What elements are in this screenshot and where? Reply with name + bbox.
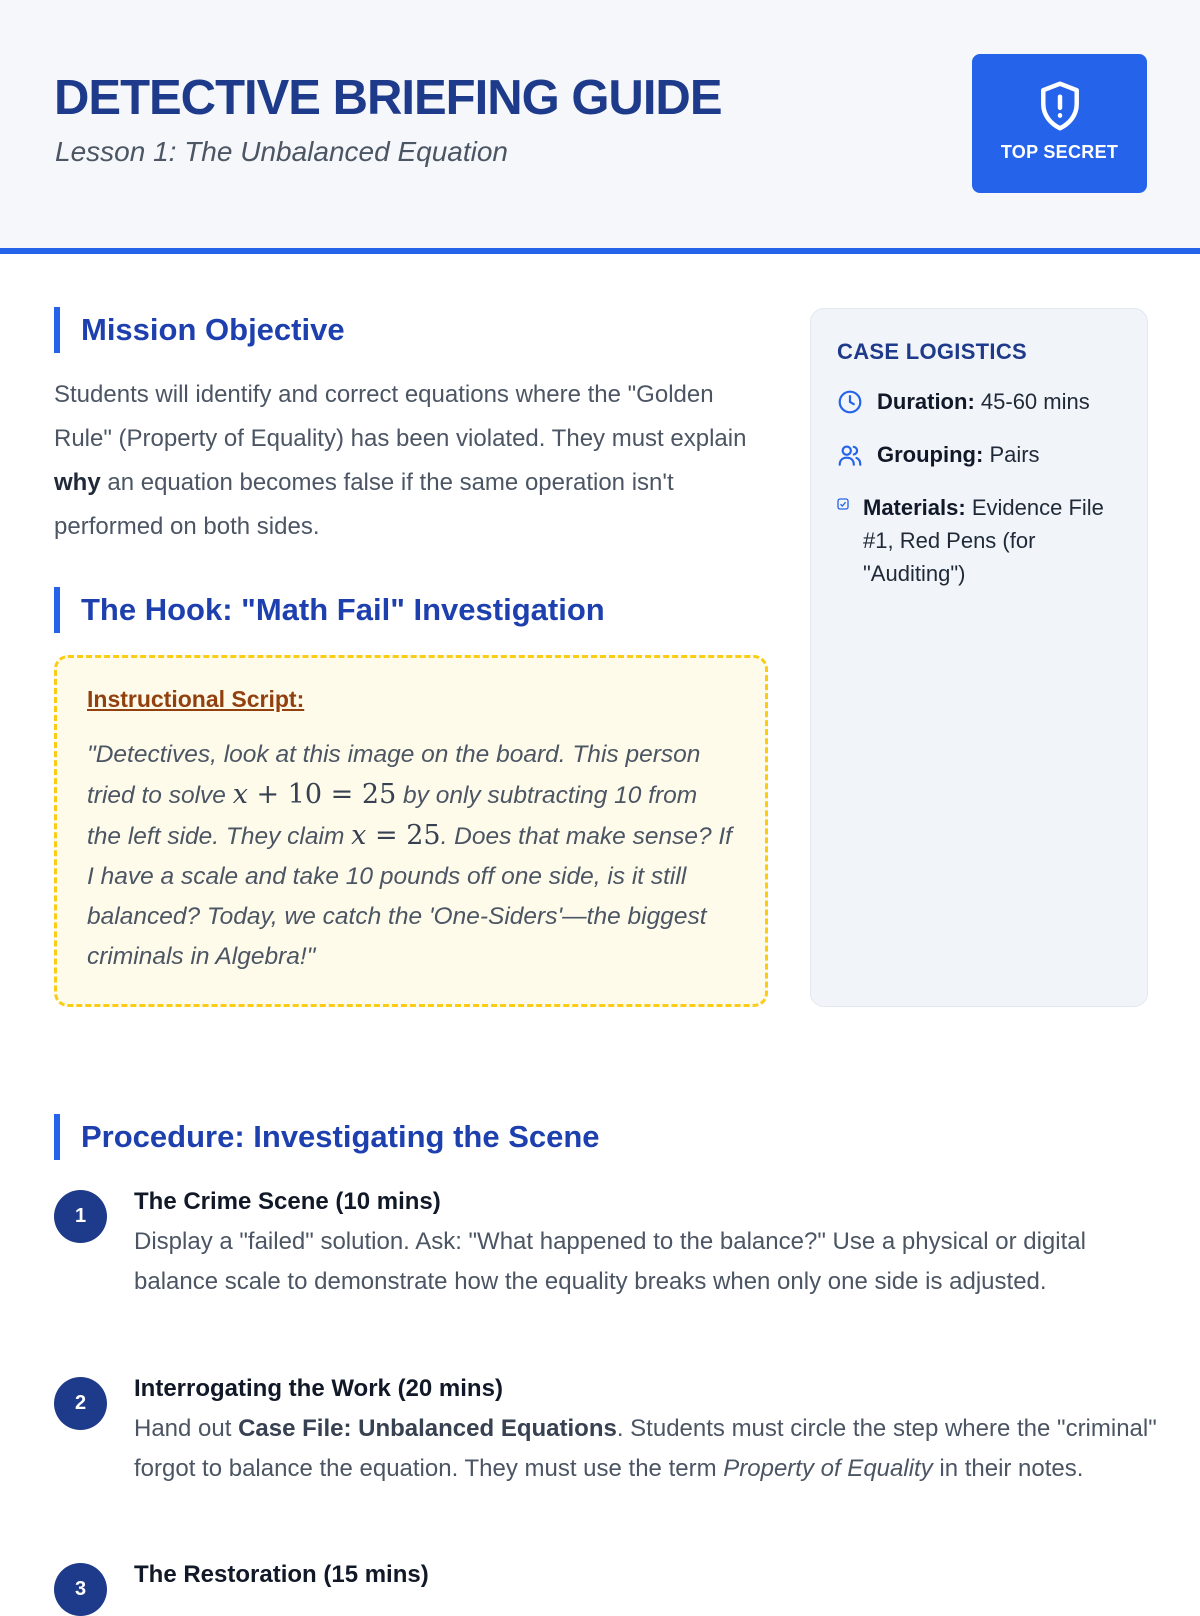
step-body: Display a "failed" solution. Ask: "What happened to the balance?" Use a physical or digital balance scale to demonstrate how the equality breaks when only one side is adjusted. [134,1228,1086,1295]
step-title: Interrogating the Work (20 mins) [134,1375,503,1402]
logistics-duration: Duration: 45-60 mins [837,385,1090,418]
clock-icon [837,389,863,415]
procedure-step-1 [54,1188,1164,1328]
page-header [0,0,1200,254]
mission-objective-heading: Mission Objective [54,307,345,353]
page-title: DETECTIVE BRIEFING GUIDE [54,71,722,125]
logistics-materials: Materials: Evidence File #1, Red Pens (for "Auditing") [837,491,1127,590]
users-icon [837,442,863,468]
checkbox-icon [837,498,849,510]
lesson-subtitle: Lesson 1: The Unbalanced Equation [55,136,508,167]
hook-heading: The Hook: "Math Fail" Investigation [54,587,605,633]
instructional-script-box [54,655,768,1007]
logistics-grouping: Grouping: Pairs [837,438,1040,471]
script-title: Instructional Script: [87,686,305,712]
step-body: Hand out Case File: Unbalanced Equations. Students must circle the step where the "criminal" forgot to balance the equation. They must use the term Property of Equality in their notes. [134,1415,1157,1482]
case-logistics-panel [810,308,1148,1007]
step-number: 3 [54,1563,107,1616]
mission-objective-text: Students will identify and correct equations where the "Golden Rule" (Property of Equality) has been violated. They must explain why an equation becomes false if the same operation isn't performed on both sides. [54,381,747,540]
step-number: 2 [54,1377,107,1430]
step-title: The Crime Scene (10 mins) [134,1188,441,1215]
step-title: The Restoration (15 mins) [134,1561,429,1588]
step-number: 1 [54,1190,107,1243]
case-logistics-title: CASE LOGISTICS [837,339,1027,364]
top-secret-badge [972,54,1147,193]
equation-2: x = 25 [351,820,441,851]
emphasis-why: why [54,469,101,496]
equation-1: x + 10 = 25 [232,779,397,810]
shield-alert-icon [1037,80,1083,132]
procedure-heading: Procedure: Investigating the Scene [54,1114,600,1160]
procedure-step-3 [54,1561,1164,1600]
script-text: "Detectives, look at this image on the board. This person tried to solve x + 10 = 25 by only subtracting 10 from the left side. They claim x = 25. Does that make sense? If I have a scale and take 10 pounds off one side, is it still balanced? Today, we catch the 'One-Siders'—the biggest criminals in Algebra!" [87,741,732,970]
top-secret-label: TOP SECRET [1000,142,1119,162]
procedure-step-2 [54,1375,1164,1515]
